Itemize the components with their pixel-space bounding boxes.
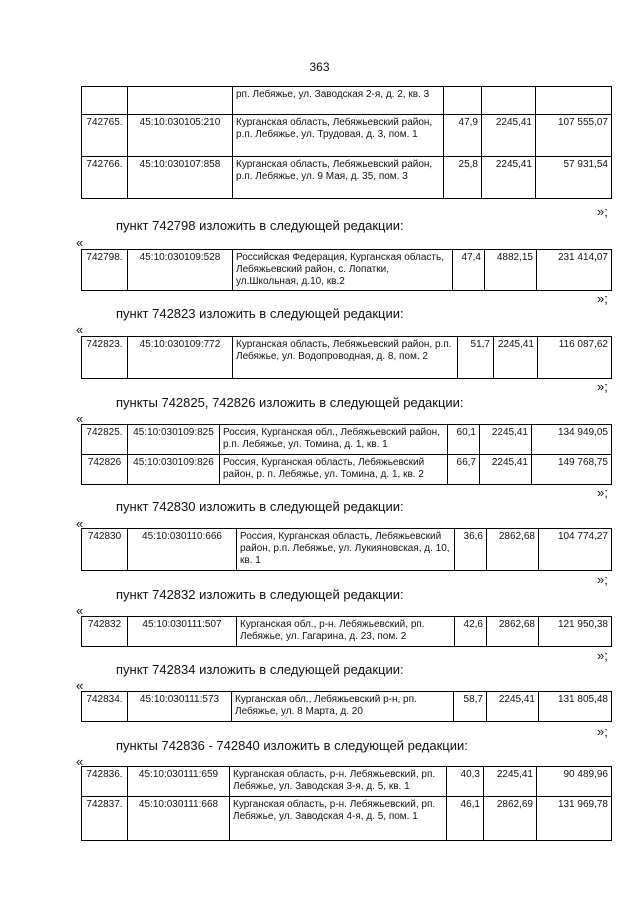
- area: 60,1: [448, 425, 480, 455]
- section-heading: пункт 742823 изложить в следующей редакции:: [116, 306, 404, 321]
- property-table: [81, 249, 612, 291]
- total: 134 949,05: [532, 425, 612, 455]
- page-number: 363: [309, 60, 330, 74]
- table-row: [82, 115, 612, 157]
- address: Курганская обл., р-н. Лебяжьевский, рп. Лебяжье, ул. Гагарина, д. 23, пом. 2: [237, 617, 455, 647]
- address: Россия, Курганская область, Лебяжьевский район, р. п. Лебяжье, ул. Томина, д. 1, кв. 2: [220, 455, 448, 485]
- total: 131 805,48: [539, 692, 612, 722]
- table-row: [82, 617, 612, 647]
- total: 231 414,07: [537, 250, 612, 291]
- cadastral-number: 45:10:030109:825: [128, 425, 220, 455]
- cadastral-number: 45:10:030107:858: [128, 157, 233, 199]
- cadastral-number: 45:10:030105:210: [128, 115, 233, 157]
- rate: 2862,69: [484, 797, 537, 841]
- address: Курганская область, р-н. Лебяжьевский, рп. Лебяжье, ул. Заводская 4-я, д. 5, пом. 1: [230, 797, 447, 841]
- section-heading: пункт 742834 изложить в следующей редакции:: [116, 662, 404, 677]
- property-table: [81, 766, 612, 841]
- area: 42,6: [455, 617, 487, 647]
- rate: 2245,41: [487, 692, 539, 722]
- cadastral-number: 45:10:030111:507: [128, 617, 237, 647]
- address: рп. Лебяжье, ул. Заводская 2-я, д. 2, кв. 3: [233, 87, 444, 115]
- table-row: [82, 87, 612, 115]
- property-table: [81, 616, 612, 647]
- row-number: 742765.: [82, 115, 128, 157]
- property-table: [81, 336, 612, 379]
- rate: 2245,41: [482, 157, 536, 199]
- address: Курганская область, Лебяжьевский район, р.п. Лебяжье, ул. Водопроводная, д. 8, пом. 2: [233, 337, 458, 379]
- row-number: 742836.: [82, 767, 128, 797]
- table-row: [82, 455, 612, 485]
- rate: [482, 87, 536, 115]
- row-number: 742825.: [82, 425, 128, 455]
- total: 121 950,38: [539, 617, 612, 647]
- rate: 2245,41: [484, 767, 537, 797]
- total: 116 087,62: [538, 337, 612, 379]
- close-mark: »;: [597, 379, 608, 394]
- area: 66,7: [448, 455, 480, 485]
- section-heading: пункт 742830 изложить в следующей редакции:: [116, 499, 404, 514]
- property-table: [81, 528, 612, 571]
- address: Россия, Курганская область, Лебяжьевский район, р.п. Лебяжье, ул. Лукияновская, д. 10, кв. 1: [237, 529, 455, 571]
- row-number: 742837.: [82, 797, 128, 841]
- cadastral-number: 45:10:030109:528: [128, 250, 233, 291]
- table-row: [82, 797, 612, 841]
- total: 90 489,96: [537, 767, 612, 797]
- total: 149 768,75: [532, 455, 612, 485]
- total: 107 555,07: [536, 115, 612, 157]
- address: Российская Федерация, Курганская область, Лебяжьевский район, с. Лопатки, ул.Школьная, д.10, кв.2: [233, 250, 453, 291]
- total: 131 969,78: [537, 797, 612, 841]
- rate: 4882,15: [485, 250, 537, 291]
- cadastral-number: 45:10:030110:666: [128, 529, 237, 571]
- close-mark: »;: [597, 204, 608, 219]
- open-quote: «: [76, 678, 84, 693]
- table-row: [82, 337, 612, 379]
- area: 36,6: [455, 529, 487, 571]
- rate: 2245,41: [494, 337, 538, 379]
- area: [444, 87, 482, 115]
- open-quote: «: [76, 322, 84, 337]
- rate: 2245,41: [480, 425, 532, 455]
- area: 47,4: [453, 250, 485, 291]
- rate: 2862,68: [487, 529, 539, 571]
- row-number: 742798.: [82, 250, 128, 291]
- address: Курганская обл., Лебяжьевский р-н, рп. Лебяжье, ул. 8 Марта, д. 20: [232, 692, 454, 722]
- total: 57 931,54: [536, 157, 612, 199]
- area: 46,1: [447, 797, 484, 841]
- cadastral-number: 45:10:030109:772: [128, 337, 233, 379]
- area: 25,8: [444, 157, 482, 199]
- table-row: [82, 529, 612, 571]
- area: 58,7: [454, 692, 487, 722]
- open-quote: «: [76, 603, 84, 618]
- table-row: [82, 767, 612, 797]
- table-row: [82, 250, 612, 291]
- address: Курганская область, Лебяжьевский район, р.п. Лебяжье, ул. Трудовая, д. 3, пом. 1: [233, 115, 444, 157]
- area: 40,3: [447, 767, 484, 797]
- table-row: [82, 157, 612, 199]
- close-mark: »;: [597, 485, 608, 500]
- cadastral-number: 45:10:030111:573: [128, 692, 232, 722]
- cadastral-number: [128, 87, 233, 115]
- section-heading: пункты 742836 - 742840 изложить в следующей редакции:: [116, 738, 468, 753]
- address: Курганская область, Лебяжьевский район, р.п. Лебяжье, ул. 9 Мая, д. 35, пом. 3: [233, 157, 444, 199]
- property-table: [81, 86, 612, 199]
- row-number: 742766.: [82, 157, 128, 199]
- section-heading: пункт 742798 изложить в следующей редакции:: [116, 218, 404, 233]
- row-number: [82, 87, 128, 115]
- cadastral-number: 45:10:030111:668: [128, 797, 230, 841]
- section-heading: пункты 742825, 742826 изложить в следующей редакции:: [116, 395, 464, 410]
- row-number: 742823.: [82, 337, 128, 379]
- cadastral-number: 45:10:030109:826: [128, 455, 220, 485]
- close-mark: »;: [597, 291, 608, 306]
- rate: 2245,41: [480, 455, 532, 485]
- area: 47,9: [444, 115, 482, 157]
- row-number: 742826: [82, 455, 128, 485]
- area: 51,7: [458, 337, 494, 379]
- row-number: 742834.: [82, 692, 128, 722]
- table-row: [82, 425, 612, 455]
- open-quote: «: [76, 235, 84, 250]
- rate: 2245,41: [482, 115, 536, 157]
- open-quote: «: [76, 516, 84, 531]
- close-mark: »;: [597, 572, 608, 587]
- row-number: 742832: [82, 617, 128, 647]
- property-table: [81, 691, 612, 722]
- row-number: 742830: [82, 529, 128, 571]
- property-table: [81, 424, 612, 485]
- close-mark: »;: [597, 724, 608, 739]
- cadastral-number: 45:10:030111:659: [128, 767, 230, 797]
- total: 104 774,27: [539, 529, 612, 571]
- address: Курганская область, р-н. Лебяжьевский, рп. Лебяжье, ул. Заводская 3-я, д. 5, кв. 1: [230, 767, 447, 797]
- total: [536, 87, 612, 115]
- close-mark: »;: [597, 648, 608, 663]
- table-row: [82, 692, 612, 722]
- rate: 2862,68: [487, 617, 539, 647]
- address: Россия, Курганская обл., Лебяжьевский район, р.п. Лебяжье, ул. Томина, д. 1, кв. 1: [220, 425, 448, 455]
- open-quote: «: [76, 411, 84, 426]
- section-heading: пункт 742832 изложить в следующей редакции:: [116, 587, 404, 602]
- open-quote: «: [76, 754, 84, 769]
